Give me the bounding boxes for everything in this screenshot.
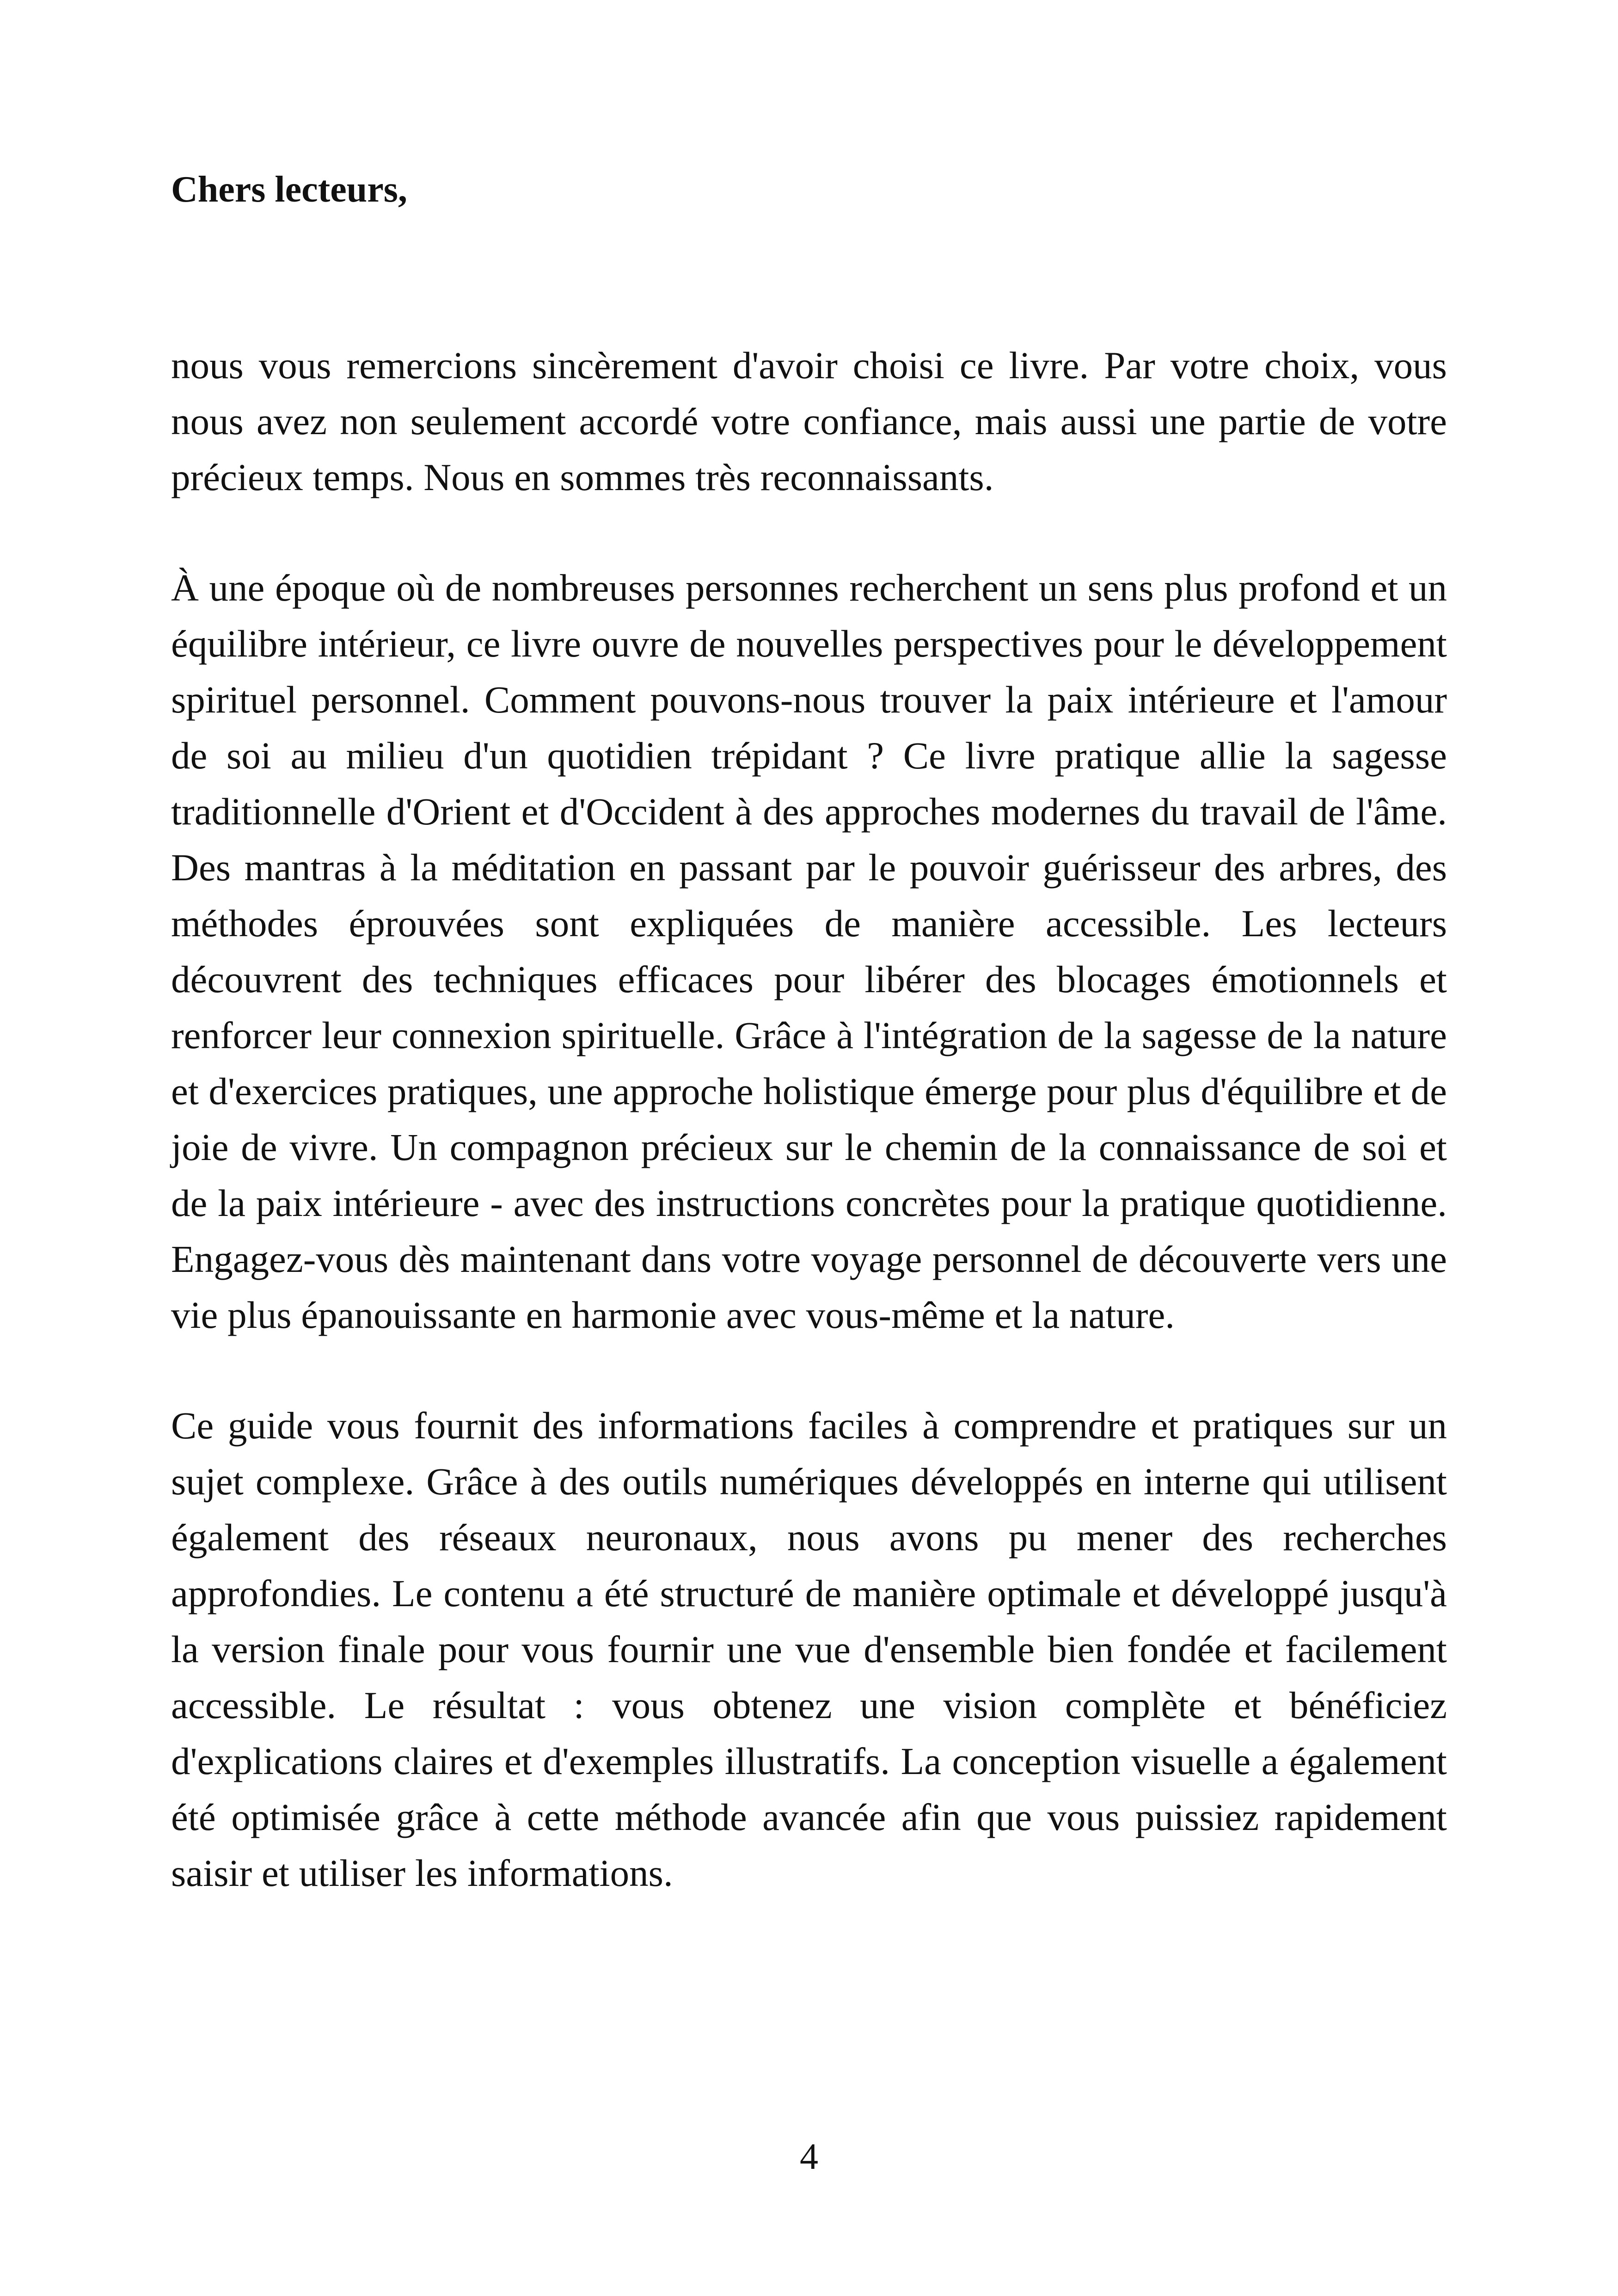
paragraph-description: À une époque où de nombreuses personnes recherchent un sens plus profond et un équilibre intérieur, ce livre ouvre de nouvelles perspectives pour le développement spirituel personnel. Comment pouvons-nous trouver la paix intérieure et l'amour de soi au milieu d'un quotidien trépidant ? Ce livre pratique allie la sagesse traditionnelle d'Orient et d'Occident à des approches modernes du travail de l'âme. Des mantras à la méditation en passant par le pouvoir guérisseur des arbres, des méthodes éprouvées sont expliquées de manière accessible. Les lecteurs découvrent des techniques efficaces pour libérer des blocages émotionnels et renforcer leur connexion spirituelle. Grâce à l'intégration de la sagesse de la nature et d'exercices pratiques, une approche holistique émerge pour plus d'équilibre et de joie de vivre. Un compagnon précieux sur le chemin de la connaissance de soi et de la paix intérieure - avec des instructions concrètes pour la pratique quotidienne. Engagez-vous dès maintenant dans votre voyage personnel de découverte vers une vie plus épanouissante en harmonie avec vous-même et la nature. [171, 566, 1447, 1336]
body-text [171, 338, 1447, 1956]
paragraph-guide: Ce guide vous fournit des informations faciles à comprendre et pratiques sur un sujet complexe. Grâce à des outils numériques développés en interne qui utilisent également des réseaux neuronaux, nous avons pu mener des recherches approfondies. Le contenu a été structuré de manière optimale et développé jusqu'à la version finale pour vous fournir une vue d'ensemble bien fondée et facilement accessible. Le résultat : vous obtenez une vision complète et bénéficiez d'explications claires et d'exemples illustratifs. La conception visuelle a également été optimisée grâce à cette méthode avancée afin que vous puissiez rapidement saisir et utiliser les informations. [171, 1404, 1447, 1894]
greeting-heading: Chers lecteurs, [171, 169, 407, 210]
page-number: 4 [800, 2136, 818, 2177]
paragraph-intro: nous vous remercions sincèrement d'avoir choisi ce livre. Par votre choix, vous nous avez non seulement accordé votre confiance, mais aussi une partie de votre précieux temps. Nous en sommes très reconnaissants. [171, 344, 1447, 498]
